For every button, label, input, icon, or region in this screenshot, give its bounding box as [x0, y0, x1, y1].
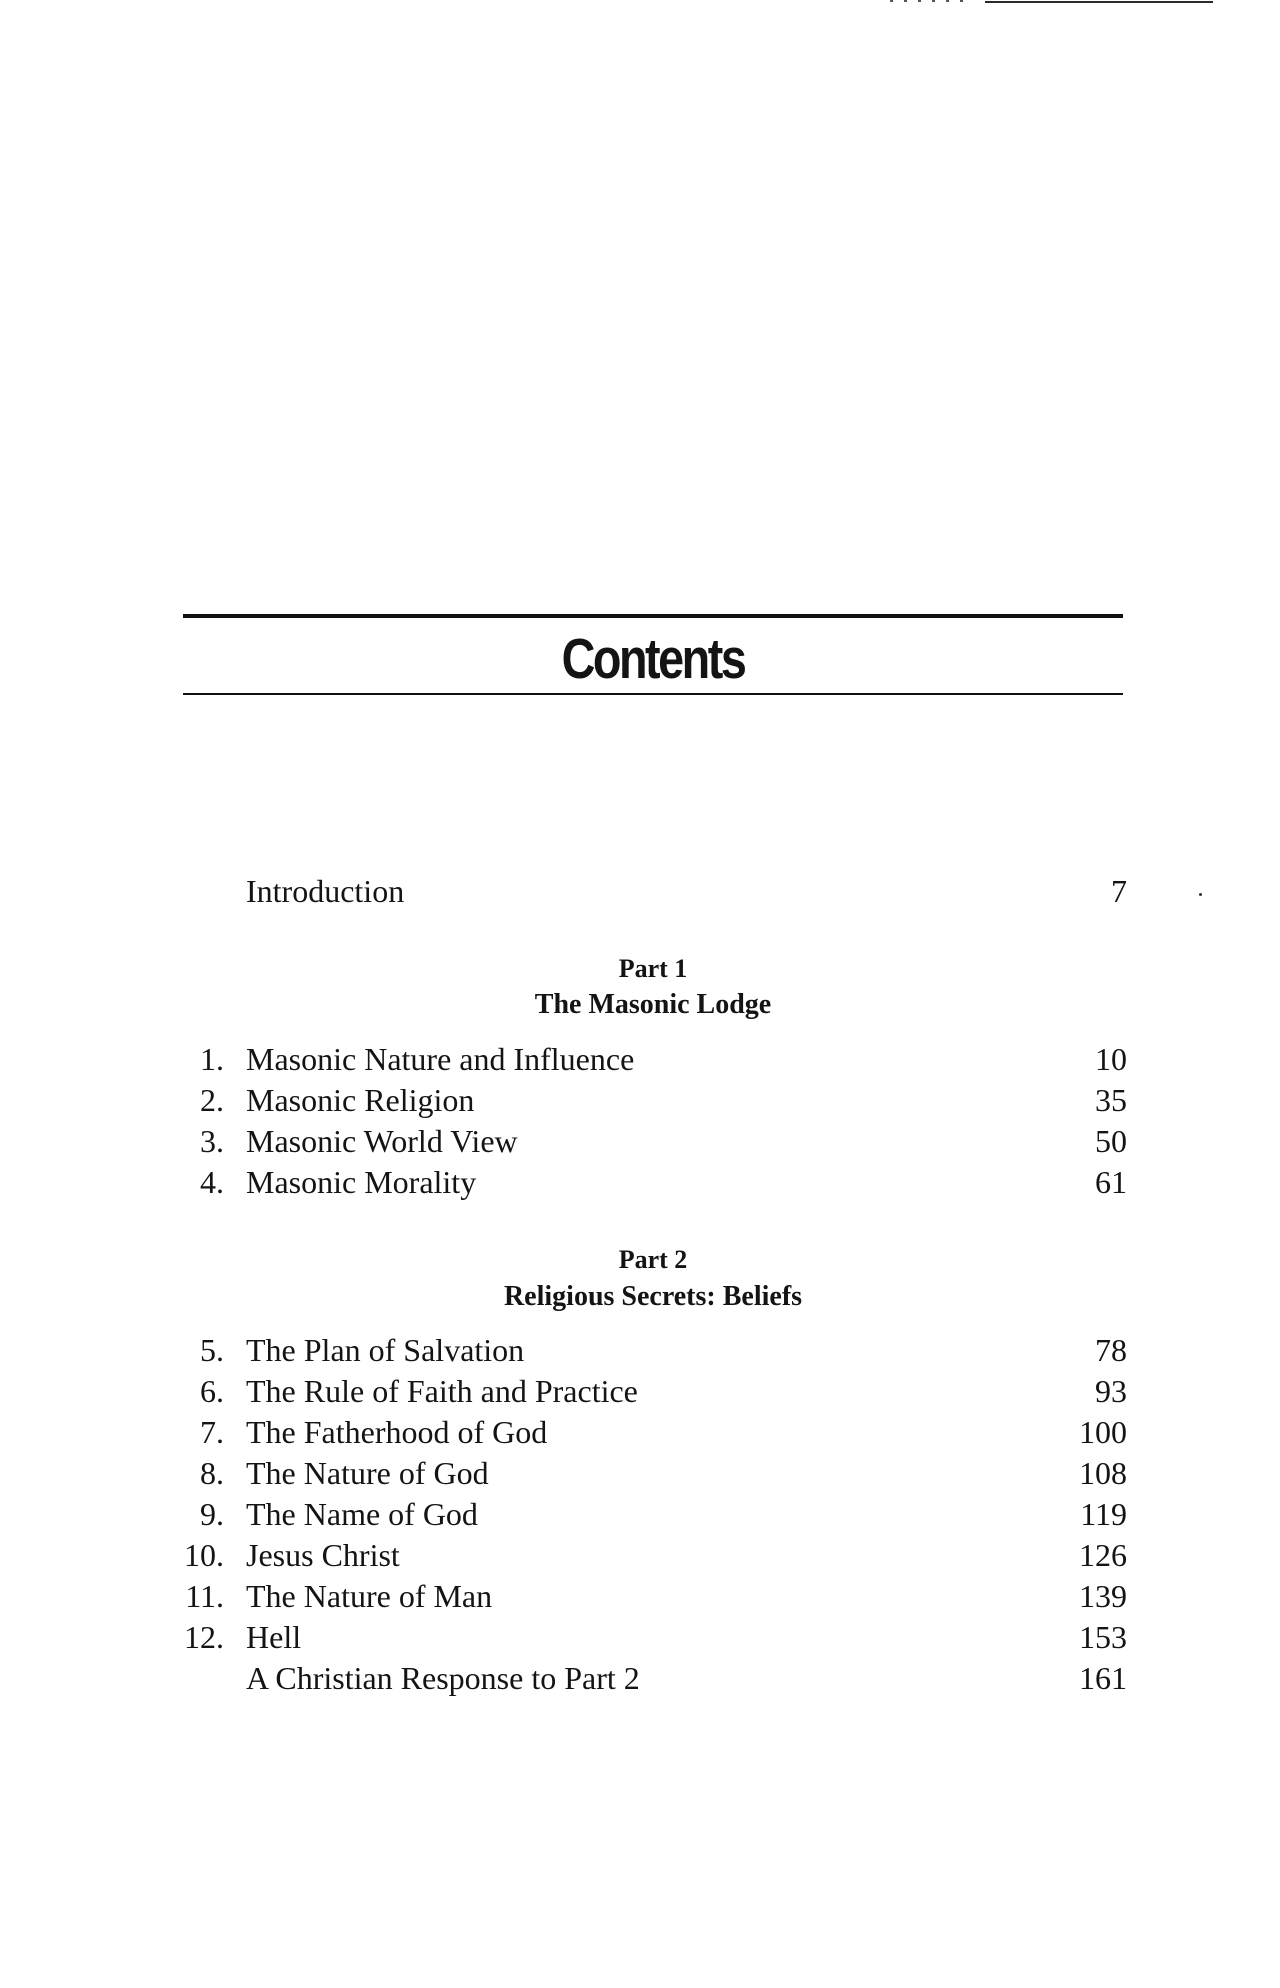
toc-entry-number: 6. — [200, 1373, 224, 1409]
toc-entry[interactable] — [0, 1453, 1280, 1493]
toc-entry-page: 119 — [1080, 1496, 1127, 1532]
toc-entry[interactable] — [0, 1535, 1280, 1575]
toc-entry-page: 7 — [1111, 873, 1127, 909]
toc-entry[interactable] — [0, 1412, 1280, 1452]
toc-entry-number: 10. — [184, 1537, 224, 1573]
toc-entry-title: Jesus Christ — [246, 1537, 400, 1573]
page-title: Contents — [561, 627, 745, 691]
toc-entry[interactable] — [0, 1576, 1280, 1616]
toc-entry-page: 108 — [1079, 1455, 1127, 1491]
part-1-title: The Masonic Lodge — [534, 989, 772, 1020]
toc-entry-page: 139 — [1079, 1578, 1127, 1614]
heading-rule-top — [183, 614, 1123, 618]
toc-entry-page: 50 — [1095, 1123, 1127, 1159]
toc-entry[interactable] — [0, 1658, 1280, 1698]
toc-entry-page: 93 — [1095, 1373, 1127, 1409]
toc-entry-title: Masonic World View — [246, 1123, 518, 1159]
toc-entry-page: 153 — [1079, 1619, 1127, 1655]
toc-entry[interactable] — [0, 1494, 1280, 1534]
scan-artifact-dots — [890, 0, 970, 2]
toc-entry-title: The Nature of God — [246, 1455, 489, 1491]
scan-speck — [1199, 893, 1202, 896]
heading-rule-bottom — [183, 693, 1123, 695]
part-2-label: Part 2 — [618, 1245, 688, 1274]
toc-entry-title: The Nature of Man — [246, 1578, 493, 1614]
toc-entry-title: The Plan of Salvation — [246, 1332, 525, 1368]
toc-entry-title: A Christian Response to Part 2 — [246, 1660, 640, 1696]
toc-entry[interactable] — [0, 1039, 1280, 1079]
part-1-label: Part 1 — [618, 954, 688, 983]
toc-entry-title: The Fatherhood of God — [246, 1414, 548, 1450]
toc-entry-title: Masonic Nature and Influence — [246, 1041, 635, 1077]
toc-entry[interactable] — [0, 1080, 1280, 1120]
toc-entry-title: Hell — [246, 1619, 302, 1655]
toc-entry-title: Introduction — [246, 873, 405, 909]
toc-entry-number: 3. — [200, 1123, 224, 1159]
toc-entry-page: 10 — [1095, 1041, 1127, 1077]
toc-entry-title: The Rule of Faith and Practice — [246, 1373, 638, 1409]
toc-entry-number: 2. — [200, 1082, 224, 1118]
part-2-title: Religious Secrets: Beliefs — [503, 1281, 803, 1312]
toc-entry-page: 126 — [1079, 1537, 1127, 1573]
toc-entry-number: 7. — [200, 1414, 224, 1450]
toc-entry-number: 12. — [184, 1619, 224, 1655]
toc-entry-page: 35 — [1095, 1082, 1127, 1118]
toc-entry-page: 100 — [1079, 1414, 1127, 1450]
toc-entry[interactable] — [0, 1371, 1280, 1411]
toc-entry-number: 5. — [200, 1332, 224, 1368]
toc-entry-title: Masonic Morality — [246, 1164, 477, 1200]
toc-entry-number: 1. — [200, 1041, 224, 1077]
toc-entry-number: 9. — [200, 1496, 224, 1532]
toc-entry-number: 11. — [185, 1578, 224, 1614]
scan-artifact-line — [985, 1, 1213, 3]
toc-entry-page: 61 — [1095, 1164, 1127, 1200]
toc-entry[interactable] — [0, 1617, 1280, 1657]
toc-entry-page: 161 — [1079, 1660, 1127, 1696]
toc-entry-page: 78 — [1095, 1332, 1127, 1368]
toc-entry-introduction[interactable] — [0, 871, 1280, 911]
toc-entry-title: The Name of God — [246, 1496, 478, 1532]
toc-entry[interactable] — [0, 1330, 1280, 1370]
toc-entry-title: Masonic Religion — [246, 1082, 475, 1118]
toc-entry-number: 8. — [200, 1455, 224, 1491]
toc-entry-number: 4. — [200, 1164, 224, 1200]
toc-entry[interactable] — [0, 1162, 1280, 1202]
toc-entry[interactable] — [0, 1121, 1280, 1161]
